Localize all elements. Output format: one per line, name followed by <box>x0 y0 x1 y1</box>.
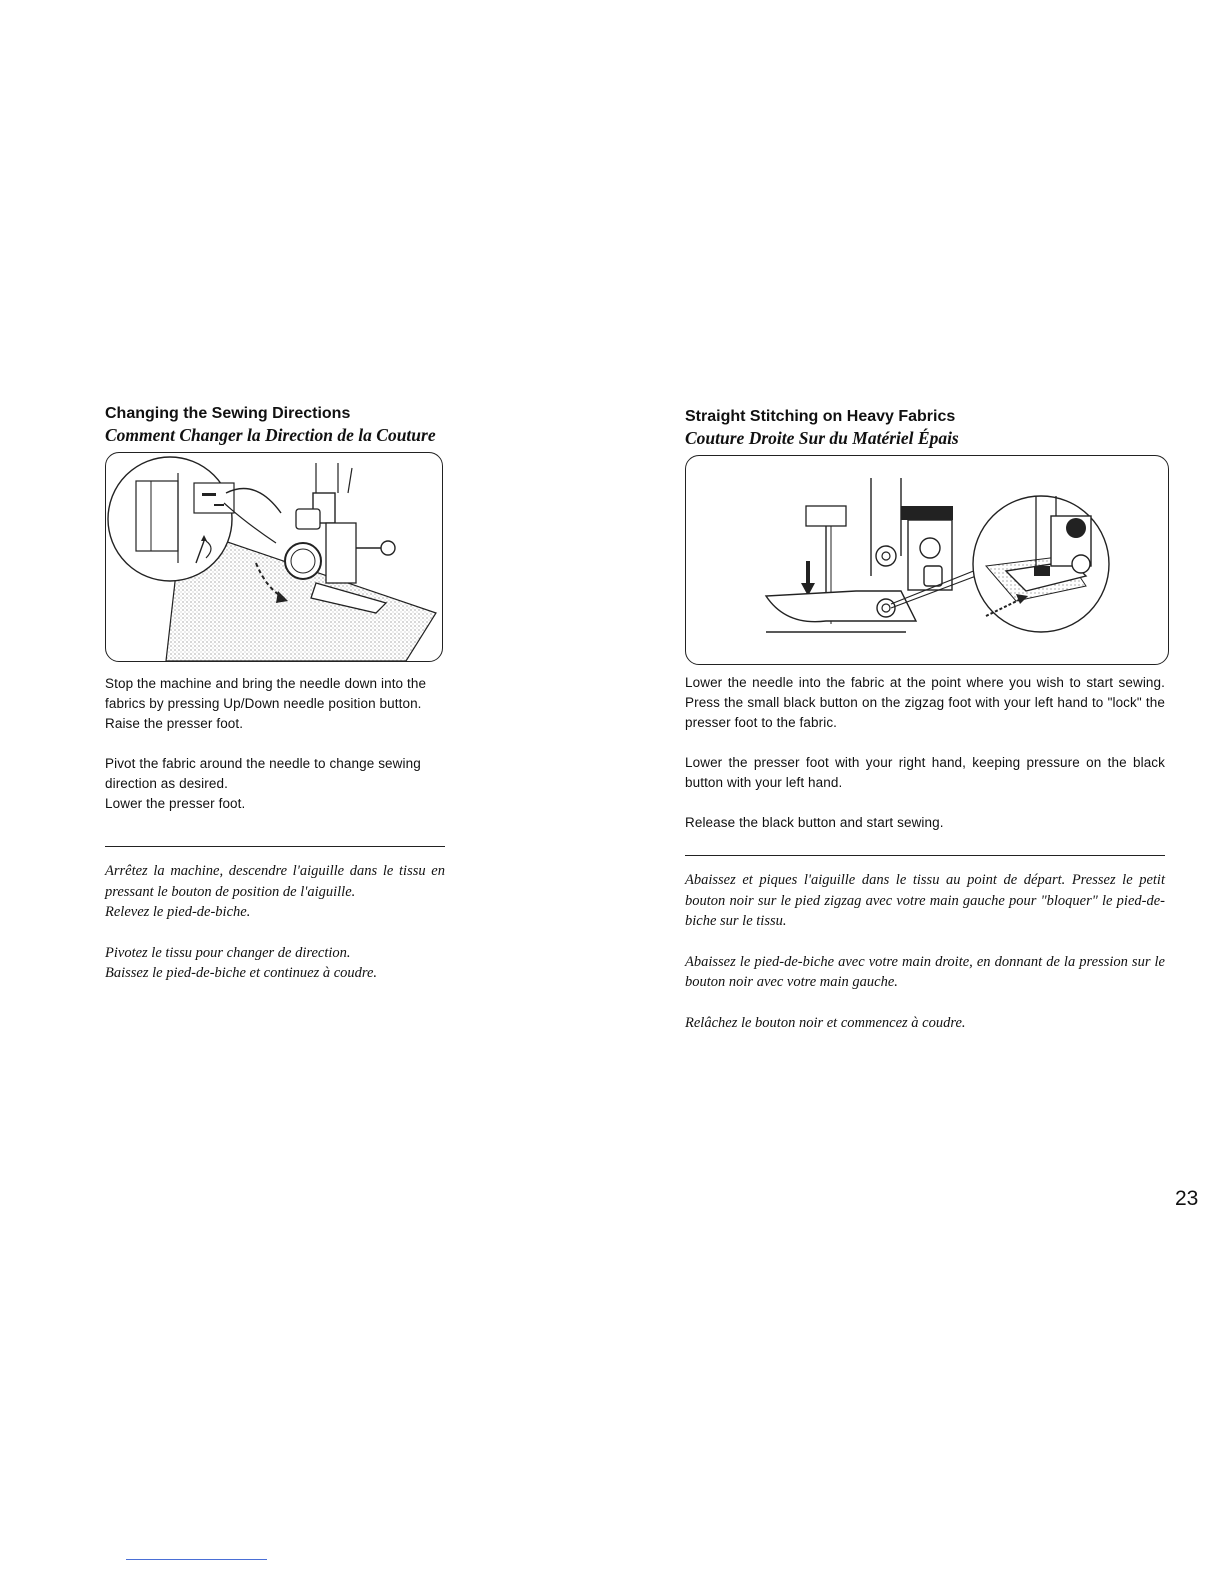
black-button-icon <box>1034 566 1050 576</box>
left-instruction-fr-4: Baissez le pied-de-biche et continuez à coudre. <box>105 965 378 981</box>
right-title-en: Straight Stitching on Heavy Fabrics <box>685 408 956 425</box>
page-number: 23 <box>1175 1187 1199 1210</box>
left-instruction-en-4: Lower the presser foot. <box>105 796 246 811</box>
left-title-en: Changing the Sewing Directions <box>105 405 351 422</box>
left-instruction-en-3: Pivot the fabric around the needle to change sewing direction as desired. <box>105 756 421 791</box>
left-instruction-en-2: Raise the presser foot. <box>105 716 244 731</box>
left-instruction-en-1: Stop the machine and bring the needle down into the fabrics by pressing Up/Down needle position button. <box>105 676 427 711</box>
footer-link-underline <box>126 1559 267 1560</box>
pivot-fabric-illustration <box>106 453 442 661</box>
right-instruction-en-3: Release the black button and start sewing. <box>685 815 944 830</box>
right-instruction-en-1: Lower the needle into the fabric at the point where you wish to start sewing. Press the small black button on the zigzag foot with your left hand to "lock" the presser foot to the fabric. <box>685 675 1165 730</box>
right-instruction-en-2: Lower the presser foot with your right hand, keeping pressure on the black button with your left hand. <box>685 755 1165 790</box>
left-column <box>105 404 445 984</box>
right-title-fr: Couture Droite Sur du Matériel Épais <box>685 428 959 448</box>
left-instruction-fr-3: Pivotez le tissu pour changer de direction. <box>105 944 351 961</box>
right-column <box>685 407 1165 1033</box>
heavy-fabric-illustration-frame <box>685 455 1169 665</box>
right-instruction-fr-2: Abaissez le pied-de-biche avec votre main droite, en donnant de la pression sur le bouton noir avec votre main gauche. <box>685 953 1165 990</box>
left-title-fr: Comment Changer la Direction de la Couture <box>105 425 436 445</box>
heavy-fabric-illustration <box>686 456 1168 664</box>
left-instruction-fr-1: Arrêtez la machine, descendre l'aiguille dans le tissu en pressant le bouton de position de l'aiguille. <box>105 863 445 900</box>
pivot-illustration-frame <box>105 452 443 662</box>
right-instruction-fr-1: Abaissez et piques l'aiguille dans le tissu au point de départ. Pressez le petit bouton noir sur le pied zigzag avec votre main gauche pour "bloquer" le pied-de-biche sur le tissu. <box>685 872 1165 929</box>
right-instruction-fr-3: Relâchez le bouton noir et commencez à coudre. <box>685 1014 966 1031</box>
left-instruction-fr-2: Relevez le pied-de-biche. <box>105 904 251 920</box>
